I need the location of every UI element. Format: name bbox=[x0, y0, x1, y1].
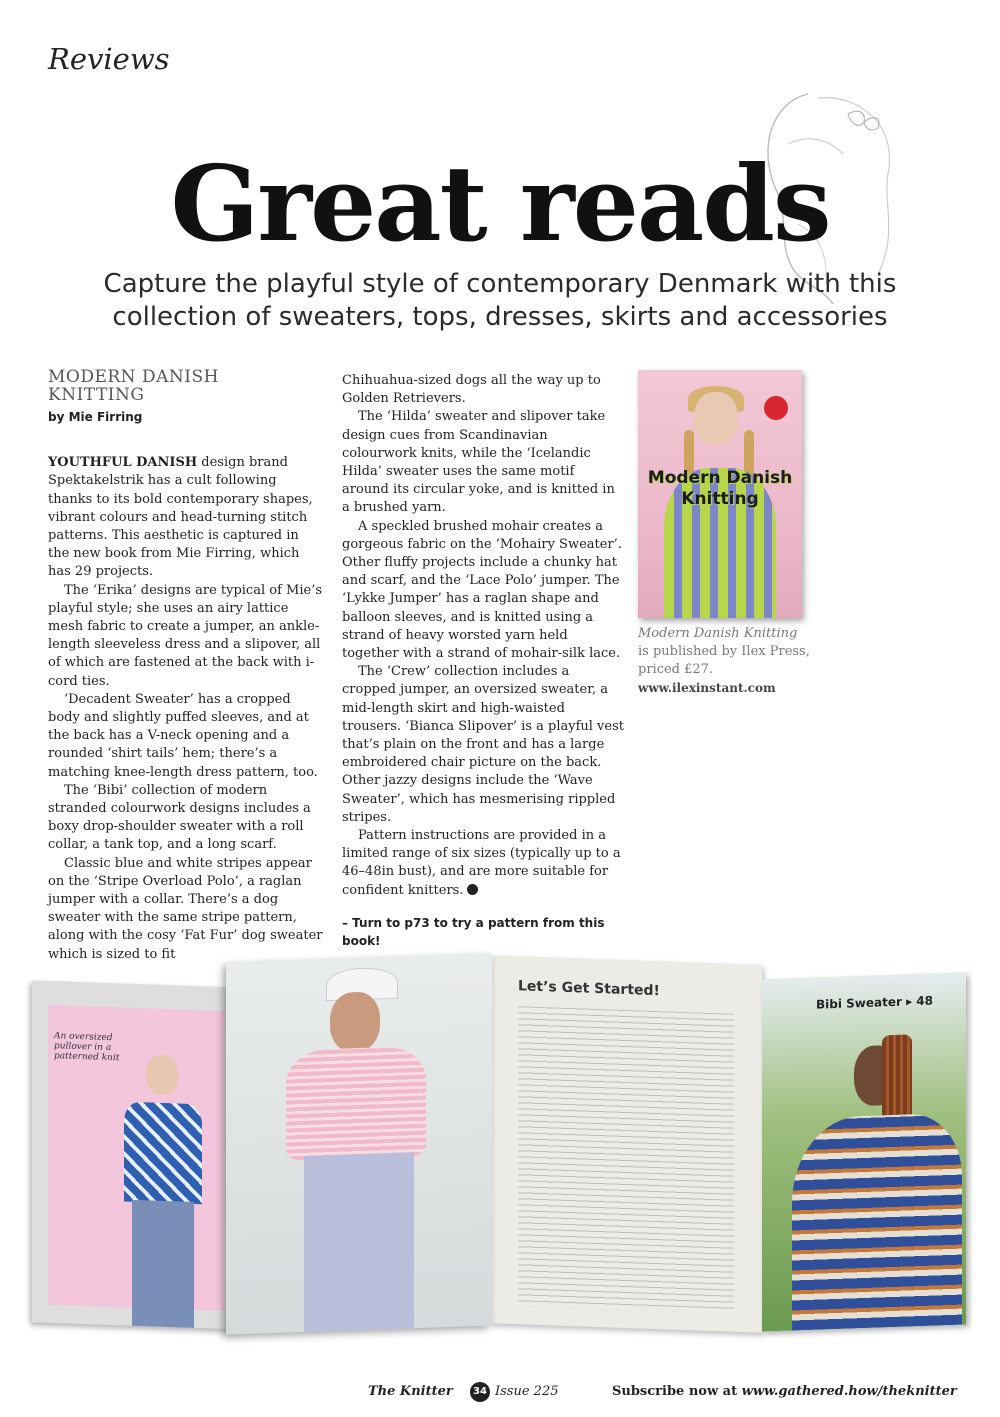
standfirst-line-2: collection of sweaters, tops, dresses, skirts and accessories bbox=[112, 302, 888, 332]
caption-publisher: is published by Ilex Press, bbox=[638, 644, 810, 659]
right-page-heading: Bibi Sweater ▸ 48 bbox=[816, 993, 933, 1012]
spread-left-page bbox=[32, 980, 242, 1329]
book-spread-photo bbox=[20, 958, 984, 1358]
main-model-head bbox=[330, 991, 380, 1053]
paragraph: The ‘Crew’ collection includes a cropped jumper, an oversized sweater, a mid-length skirt and high-waisted trousers. ‘Bianca Slipover’ is a playful vest that’s plain on the front and has a large embroidered chair picture on the back. Other jazzy designs include the ‘Wave Sweater’, which has mesmerising rippled stripes. bbox=[342, 664, 624, 825]
spread-page-heading: Let’s Get Started! bbox=[518, 978, 660, 1000]
footer-page-number: 34 bbox=[470, 1382, 490, 1402]
left-page-caption: An oversized pullover in a patterned knit bbox=[54, 1031, 120, 1064]
byline: by Mie Firring bbox=[48, 410, 143, 424]
spread-text-page bbox=[490, 955, 762, 1332]
paragraph bbox=[48, 454, 324, 581]
paragraph: The ‘Bibi’ collection of modern stranded colourwork designs includes a boxy drop-shoulder sweater with a roll collar, a tank top, and a long scarf. bbox=[48, 782, 311, 853]
paragraph: Chihuahua-sized dogs all the way up to Golden Retrievers. bbox=[342, 373, 601, 407]
footer-magazine: The Knitter bbox=[368, 1384, 453, 1399]
cover-title bbox=[638, 468, 802, 510]
paragraph: A speckled brushed mohair creates a gorgeous fabric on the ‘Mohairy Sweater’. Other fluffy projects include a chunky hat and scarf, and the ‘Lace Polo’ jumper. The ‘Lykke Jumper’ has a raglan shape and balloon sleeves, and is knitted using a strand of heavy worsted yarn held together with a strand of mohair-silk lace. bbox=[342, 518, 622, 662]
section-label: Reviews bbox=[48, 42, 170, 76]
spread-body-text bbox=[518, 1006, 734, 1314]
footer-subscribe-label: Subscribe now at bbox=[612, 1384, 742, 1399]
book-cover-image bbox=[638, 370, 802, 618]
cover-title-line-1: Modern Danish bbox=[647, 468, 793, 488]
lead-in: YOUTHFUL DANISH bbox=[48, 455, 198, 471]
paragraph: The ‘Erika’ designs are typical of Mie’s playful style; she uses an airy lattice mesh fabric to create a jumper, an ankle-length sleeveless dress and a slipover, all of which are fastened at the back with i-cord ties. bbox=[48, 582, 322, 689]
main-model-trousers bbox=[304, 1152, 414, 1335]
paragraph: ‘Decadent Sweater’ has a cropped body and slightly puffed sleeves, and at the back has a V-neck opening and a rounded ‘shirt tails’ hem; there’s a matching knee-length dress pattern, too. bbox=[48, 691, 318, 780]
cover-model-head bbox=[694, 392, 738, 444]
footer-subscribe bbox=[612, 1384, 957, 1399]
turn-to-page-note: – Turn to p73 to try a pattern from this book! bbox=[342, 915, 605, 949]
paragraph-text: design brand Spektakelstrik has a cult following thanks to its bold contemporary shapes, vibrant colours and head-turning stitch patterns. This aesthetic is captured in the new book from Mie Firring, which has 29 projects. bbox=[48, 455, 313, 580]
end-mark-icon bbox=[467, 884, 478, 895]
paragraph bbox=[342, 827, 624, 900]
book-title-line-1: MODERN DANISH bbox=[48, 367, 219, 387]
footer-issue: Issue 225 bbox=[495, 1384, 559, 1399]
article-column-2 bbox=[342, 372, 624, 950]
caption-price: priced £27. bbox=[638, 662, 714, 677]
footer-subscribe-url: www.gathered.how/theknitter bbox=[741, 1384, 957, 1399]
spread-right-page bbox=[762, 972, 966, 1331]
caption-book-title: Modern Danish Knitting bbox=[638, 626, 798, 641]
paragraph: The ‘Hilda’ sweater and slipover take design cues from Scandinavian colourwork knits, while the ‘Icelandic Hilda’ sweater uses the same motif around its circular yoke, and is knitted in a brushed yarn. bbox=[342, 409, 615, 516]
book-title bbox=[48, 368, 324, 404]
main-model-top bbox=[286, 1046, 426, 1161]
page-headline: Great reads bbox=[170, 142, 830, 265]
model-skirt bbox=[132, 1200, 194, 1328]
model-vest bbox=[124, 1102, 202, 1205]
model-head bbox=[146, 1054, 178, 1095]
article-column-1 bbox=[48, 368, 324, 964]
standfirst bbox=[40, 268, 960, 334]
caption-url: www.ilexinstant.com bbox=[638, 681, 776, 695]
left-page-model bbox=[118, 1053, 208, 1326]
paragraph-text: Pattern instructions are provided in a limited range of six sizes (typically up to a 46–48in bust), and are more suitable for confident knitters. bbox=[342, 828, 621, 898]
book-caption bbox=[638, 625, 818, 697]
paragraph: Classic blue and white stripes appear on the ‘Stripe Overload Polo’, a raglan jumper with a collar. There’s a dog sweater with the same stripe pattern, along with the cosy ‘Fat Fur’ dog sweater which is sized to fit bbox=[48, 855, 323, 962]
standfirst-line-1: Capture the playful style of contemporary Denmark with this bbox=[103, 269, 897, 299]
book-title-line-2: KNITTING bbox=[48, 385, 145, 405]
cover-badge-icon bbox=[764, 396, 788, 420]
spread-main-page bbox=[226, 953, 492, 1334]
cover-title-line-2: Knitting bbox=[681, 489, 759, 509]
right-model-sweater bbox=[792, 1113, 962, 1331]
